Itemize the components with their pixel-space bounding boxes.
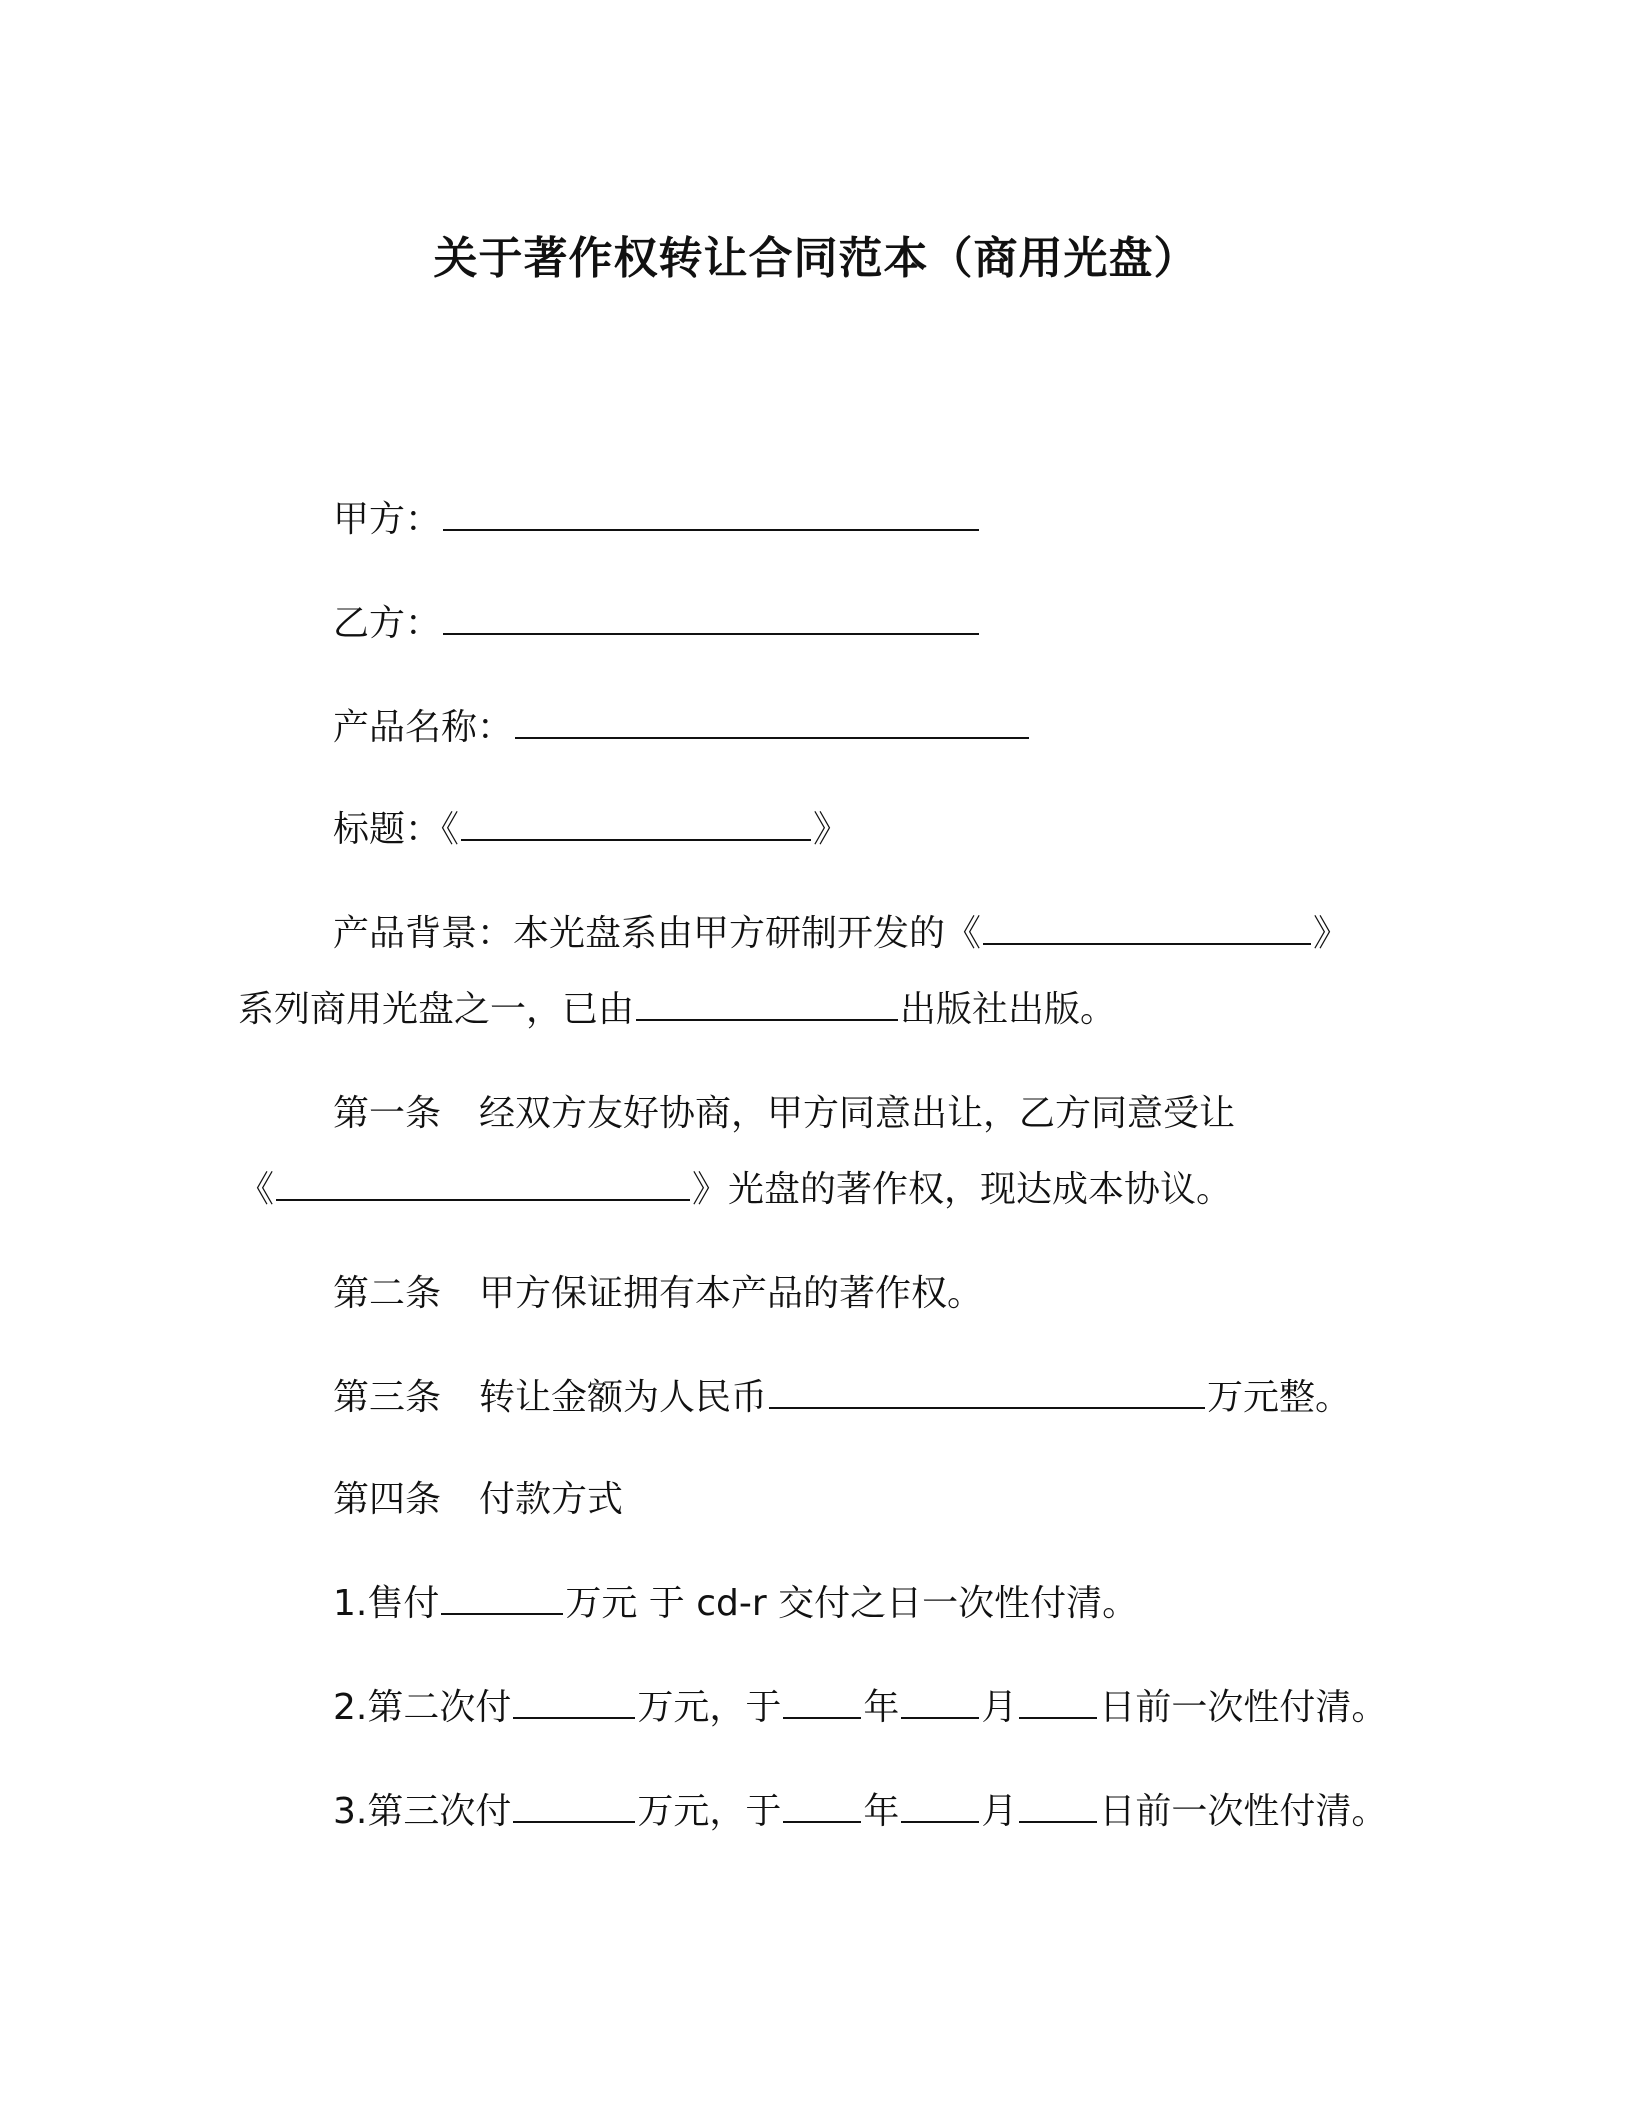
payment-3-amount-blank[interactable]: [513, 1791, 635, 1823]
party-b-line: [333, 602, 981, 646]
party-a-label: 甲方：: [333, 499, 442, 540]
caption-line: [333, 808, 849, 852]
article-2-number: 第二条: [333, 1273, 442, 1314]
article-1-line-1: [333, 1092, 1235, 1136]
payment-2-day-blank[interactable]: [1019, 1687, 1097, 1719]
payment-3-year-blank[interactable]: [783, 1791, 861, 1823]
caption-close-quote: 》: [813, 809, 850, 850]
payment-1-suffix: 万元 于 cd-r 交付之日一次性付清。: [565, 1583, 1139, 1624]
caption-open-quote: 《: [441, 809, 460, 850]
article-4-text: 付款方式: [479, 1479, 624, 1520]
background-line-2: [238, 988, 1116, 1032]
caption-label: 标题：: [333, 809, 442, 850]
document-title: 关于著作权转让合同范本（商用光盘）: [433, 233, 1199, 284]
article-4-number: 第四条: [333, 1479, 442, 1520]
payment-2-month-blank[interactable]: [901, 1687, 979, 1719]
payment-2-month: 月: [981, 1687, 1018, 1728]
product-name-blank[interactable]: [515, 707, 1029, 739]
payment-3-year: 年: [863, 1791, 900, 1832]
background-line2-suffix: 出版社出版。: [900, 989, 1117, 1030]
background-label: 产品背景：本光盘系由甲方研制开发的《: [333, 913, 982, 954]
payment-3-day-blank[interactable]: [1019, 1791, 1097, 1823]
payment-2-mid: 万元，于: [637, 1687, 782, 1728]
background-line-1: [333, 912, 1349, 956]
article-1-number: 第一条: [333, 1093, 442, 1134]
article-3-number: 第三条: [333, 1377, 442, 1418]
payment-1-prefix: 1.售付: [333, 1583, 440, 1624]
background-line2-prefix: 系列商用光盘之一，已由: [238, 989, 635, 1030]
article-2-text: 甲方保证拥有本产品的著作权。: [479, 1273, 984, 1314]
payment-2-year-blank[interactable]: [783, 1687, 861, 1719]
payment-1-amount-blank[interactable]: [441, 1583, 563, 1615]
payment-2-line: [333, 1686, 1387, 1730]
party-b-label: 乙方：: [333, 603, 442, 644]
article-2-line: [333, 1272, 983, 1316]
payment-2-amount-blank[interactable]: [513, 1687, 635, 1719]
article-1-line-2: [238, 1168, 1232, 1212]
amount-blank[interactable]: [769, 1377, 1205, 1409]
payment-3-prefix: 3.第三次付: [333, 1791, 512, 1832]
article-1-text: 经双方友好协商，甲方同意出让，乙方同意受让: [479, 1093, 1236, 1134]
article-1-suffix: 》光盘的著作权，现达成本协议。: [692, 1169, 1233, 1210]
party-b-blank[interactable]: [443, 603, 979, 635]
payment-2-suffix: 日前一次性付清。: [1099, 1687, 1388, 1728]
background-series-blank[interactable]: [983, 913, 1311, 945]
payment-1-line: [333, 1582, 1138, 1626]
article-1-open-quote: 《: [238, 1169, 275, 1210]
payment-3-line: [333, 1790, 1387, 1834]
product-name-line: [333, 706, 1031, 750]
payment-3-suffix: 日前一次性付清。: [1099, 1791, 1388, 1832]
caption-blank[interactable]: [461, 809, 811, 841]
payment-3-mid: 万元，于: [637, 1791, 782, 1832]
article-4-line: [333, 1478, 623, 1522]
party-a-line: [333, 498, 981, 542]
payment-2-year: 年: [863, 1687, 900, 1728]
article-3-prefix: 转让金额为人民币: [479, 1377, 768, 1418]
payment-2-prefix: 2.第二次付: [333, 1687, 512, 1728]
payment-3-month-blank[interactable]: [901, 1791, 979, 1823]
publisher-blank[interactable]: [636, 989, 898, 1021]
party-a-blank[interactable]: [443, 499, 979, 531]
product-name-label: 产品名称：: [333, 707, 514, 748]
article-3-line: [333, 1376, 1351, 1420]
background-close-quote: 》: [1313, 913, 1350, 954]
article-3-suffix: 万元整。: [1207, 1377, 1352, 1418]
payment-3-month: 月: [981, 1791, 1018, 1832]
article-1-title-blank[interactable]: [276, 1169, 690, 1201]
